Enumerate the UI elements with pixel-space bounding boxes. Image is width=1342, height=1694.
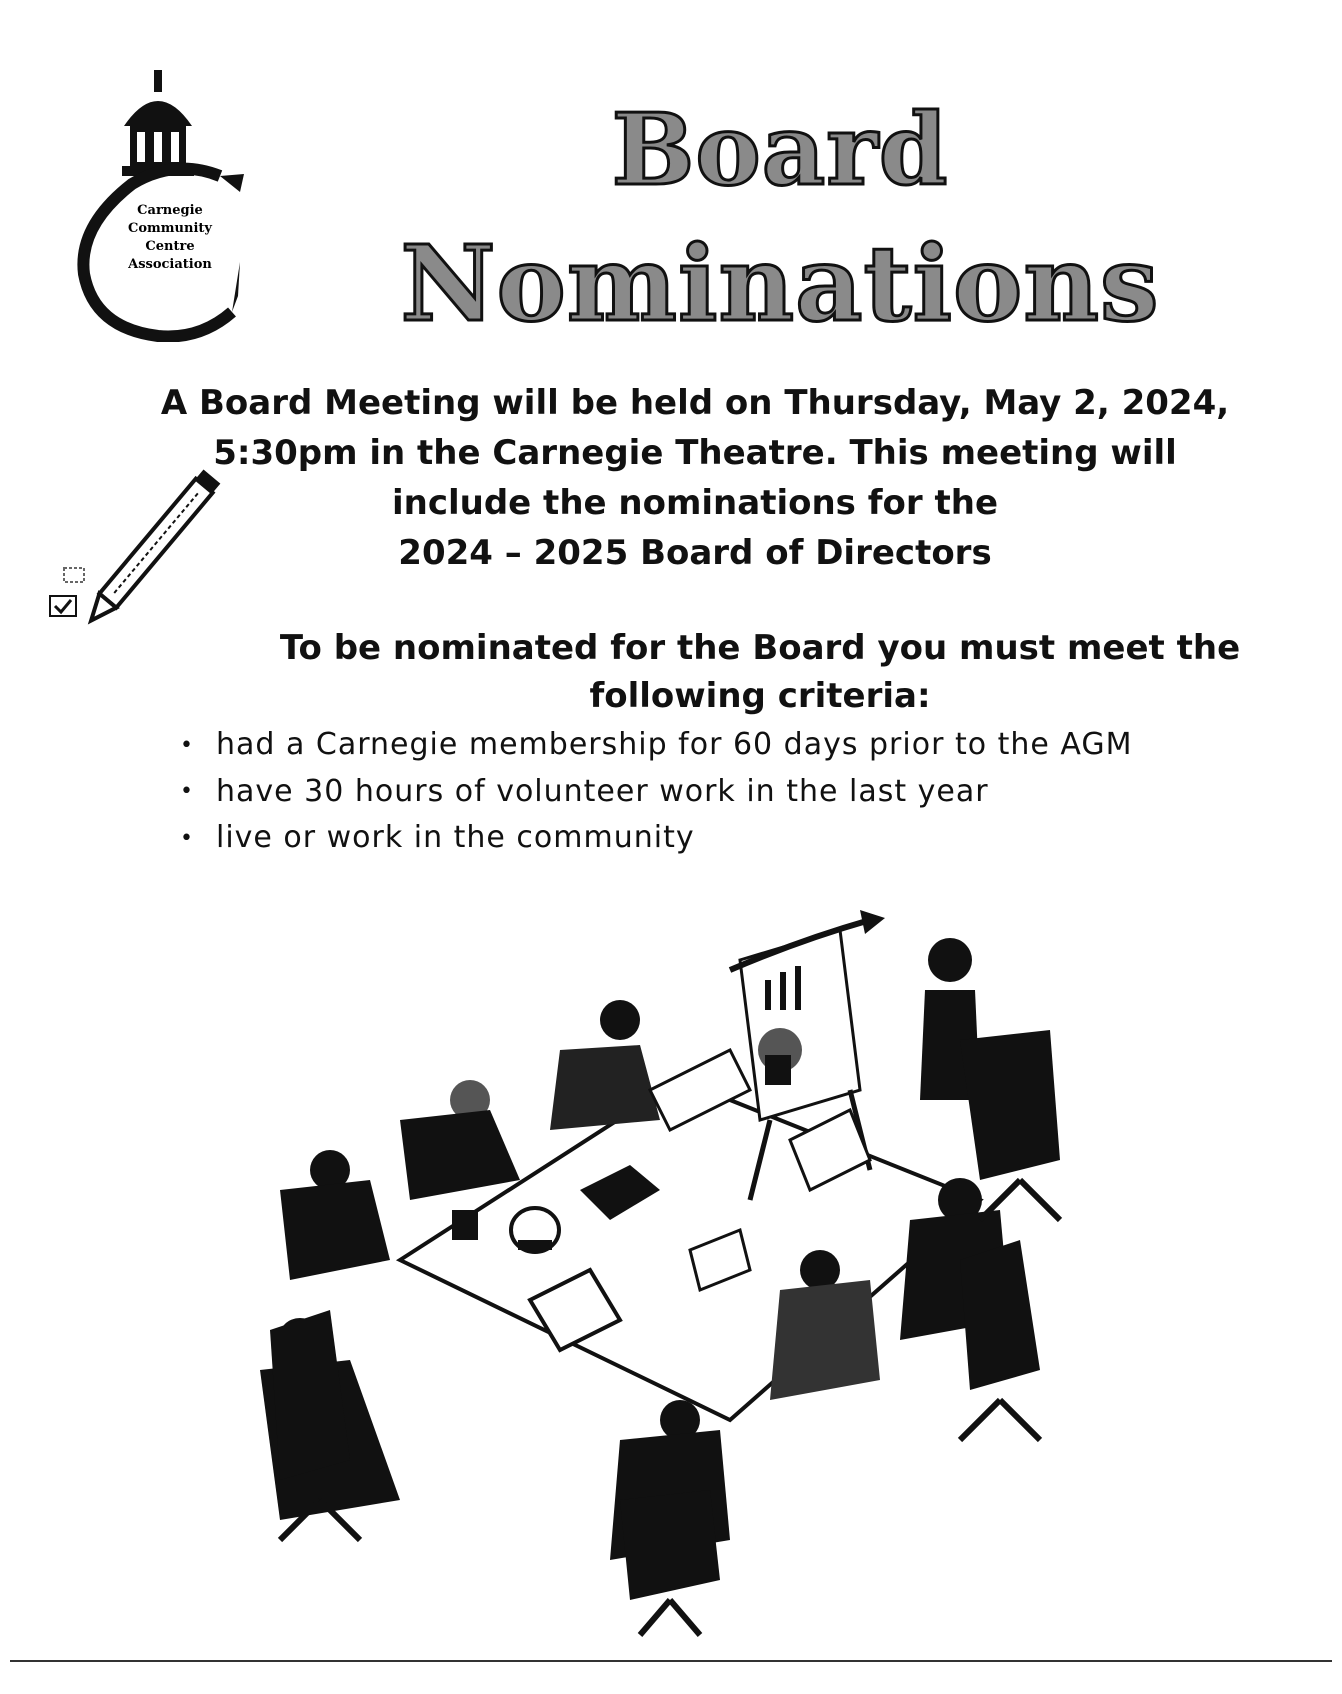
criteria-item-text: have 30 hours of volunteer work in the last year — [216, 773, 989, 809]
coffee-mug — [452, 1210, 478, 1240]
logo-line: Association — [128, 257, 212, 272]
criteria-list — [180, 722, 1133, 862]
meeting-line: A Board Meeting will be held on Thursday, May 2, 2024, — [160, 383, 1230, 423]
bullet: • — [180, 825, 194, 851]
criteria-item — [180, 769, 1133, 816]
seated-person — [400, 1080, 520, 1200]
criteria-item-text: live or work in the community — [216, 820, 695, 855]
coffee-mug — [765, 1055, 791, 1085]
criteria-intro-line: following criteria: — [589, 676, 931, 716]
criteria-intro — [230, 624, 1290, 720]
meeting-line: include the nominations for the — [391, 483, 999, 523]
bullet: • — [180, 732, 194, 758]
office-chair — [620, 1490, 720, 1635]
criteria-item-text: had a Carnegie membership for 60 days prior to the AGM — [216, 727, 1133, 762]
pencil-checklist-icon — [40, 460, 240, 630]
logo-line: Centre — [145, 239, 195, 254]
office-chair — [960, 1240, 1040, 1440]
seated-person — [280, 1150, 390, 1280]
title-line-1: Board — [611, 93, 949, 208]
bullet: • — [180, 779, 194, 804]
meeting-announcement — [130, 378, 1260, 578]
logo-line: Community — [128, 221, 212, 236]
criteria-item — [180, 815, 1133, 862]
meeting-line: 2024 – 2025 Board of Directors — [398, 533, 992, 573]
criteria-intro-line: To be nominated for the Board you must meet the — [279, 628, 1241, 668]
title-line-2: Nominations — [400, 222, 1160, 345]
bottom-rule — [10, 1660, 1332, 1662]
association-logo — [70, 66, 270, 342]
criteria-item — [180, 722, 1133, 769]
logo-text — [115, 202, 225, 274]
board-meeting-illustration — [260, 900, 1160, 1640]
seated-person — [550, 1000, 660, 1130]
coffee-pot — [511, 1208, 559, 1252]
meeting-line: 5:30pm in the Carnegie Theatre. This meeting will — [213, 433, 1177, 473]
logo-line: Carnegie — [137, 203, 203, 218]
